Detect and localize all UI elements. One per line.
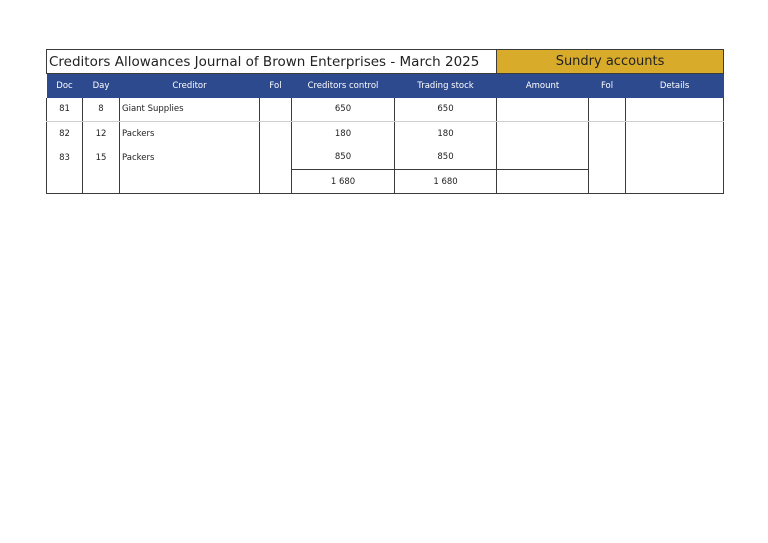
column-header-doc: Doc (47, 74, 83, 98)
amount-cell (497, 98, 589, 122)
creditor-cell: Packers (120, 146, 260, 170)
doc-cell: 81 (47, 98, 83, 122)
creditors-control-cell: 850 (292, 146, 395, 170)
doc-cell: 83 (47, 146, 83, 170)
journal-title: Creditors Allowances Journal of Brown Enterprises - March 2025 (47, 50, 497, 74)
fol-cell (260, 98, 292, 122)
totals-doc-cell (47, 170, 83, 194)
totals-details-cell (626, 170, 724, 194)
total-trading-stock: 1 680 (395, 170, 497, 194)
totals-row (47, 170, 724, 194)
fol-cell (260, 146, 292, 170)
totals-creditor-cell (120, 170, 260, 194)
creditors-allowances-journal (46, 49, 724, 194)
fol-cell (260, 122, 292, 146)
trading-stock-cell: 850 (395, 146, 497, 170)
details-cell (626, 146, 724, 170)
column-header-sundry-fol: Fol (589, 74, 626, 98)
sundry-accounts-heading: Sundry accounts (497, 50, 724, 74)
table-row (47, 98, 724, 122)
amount-cell (497, 122, 589, 146)
details-cell (626, 122, 724, 146)
totals-sundry-fol-cell (589, 170, 626, 194)
table-row (47, 122, 724, 146)
column-header-details: Details (626, 74, 724, 98)
column-header-creditors-control: Creditors control (292, 74, 395, 98)
column-header-creditor: Creditor (120, 74, 260, 98)
day-cell: 8 (83, 98, 120, 122)
doc-cell: 82 (47, 122, 83, 146)
creditor-cell: Giant Supplies (120, 98, 260, 122)
sundry-fol-cell (589, 122, 626, 146)
column-header-trading-stock: Trading stock (395, 74, 497, 98)
day-cell: 12 (83, 122, 120, 146)
trading-stock-cell: 650 (395, 98, 497, 122)
details-cell (626, 98, 724, 122)
creditor-cell: Packers (120, 122, 260, 146)
creditors-control-cell: 180 (292, 122, 395, 146)
sundry-fol-cell (589, 146, 626, 170)
creditors-control-cell: 650 (292, 98, 395, 122)
sundry-fol-cell (589, 98, 626, 122)
column-header-amount: Amount (497, 74, 589, 98)
column-header-day: Day (83, 74, 120, 98)
total-creditors-control: 1 680 (292, 170, 395, 194)
trading-stock-cell: 180 (395, 122, 497, 146)
day-cell: 15 (83, 146, 120, 170)
totals-day-cell (83, 170, 120, 194)
total-amount (497, 170, 589, 194)
table-row (47, 146, 724, 170)
totals-fol-cell (260, 170, 292, 194)
column-header-fol: Fol (260, 74, 292, 98)
amount-cell (497, 146, 589, 170)
